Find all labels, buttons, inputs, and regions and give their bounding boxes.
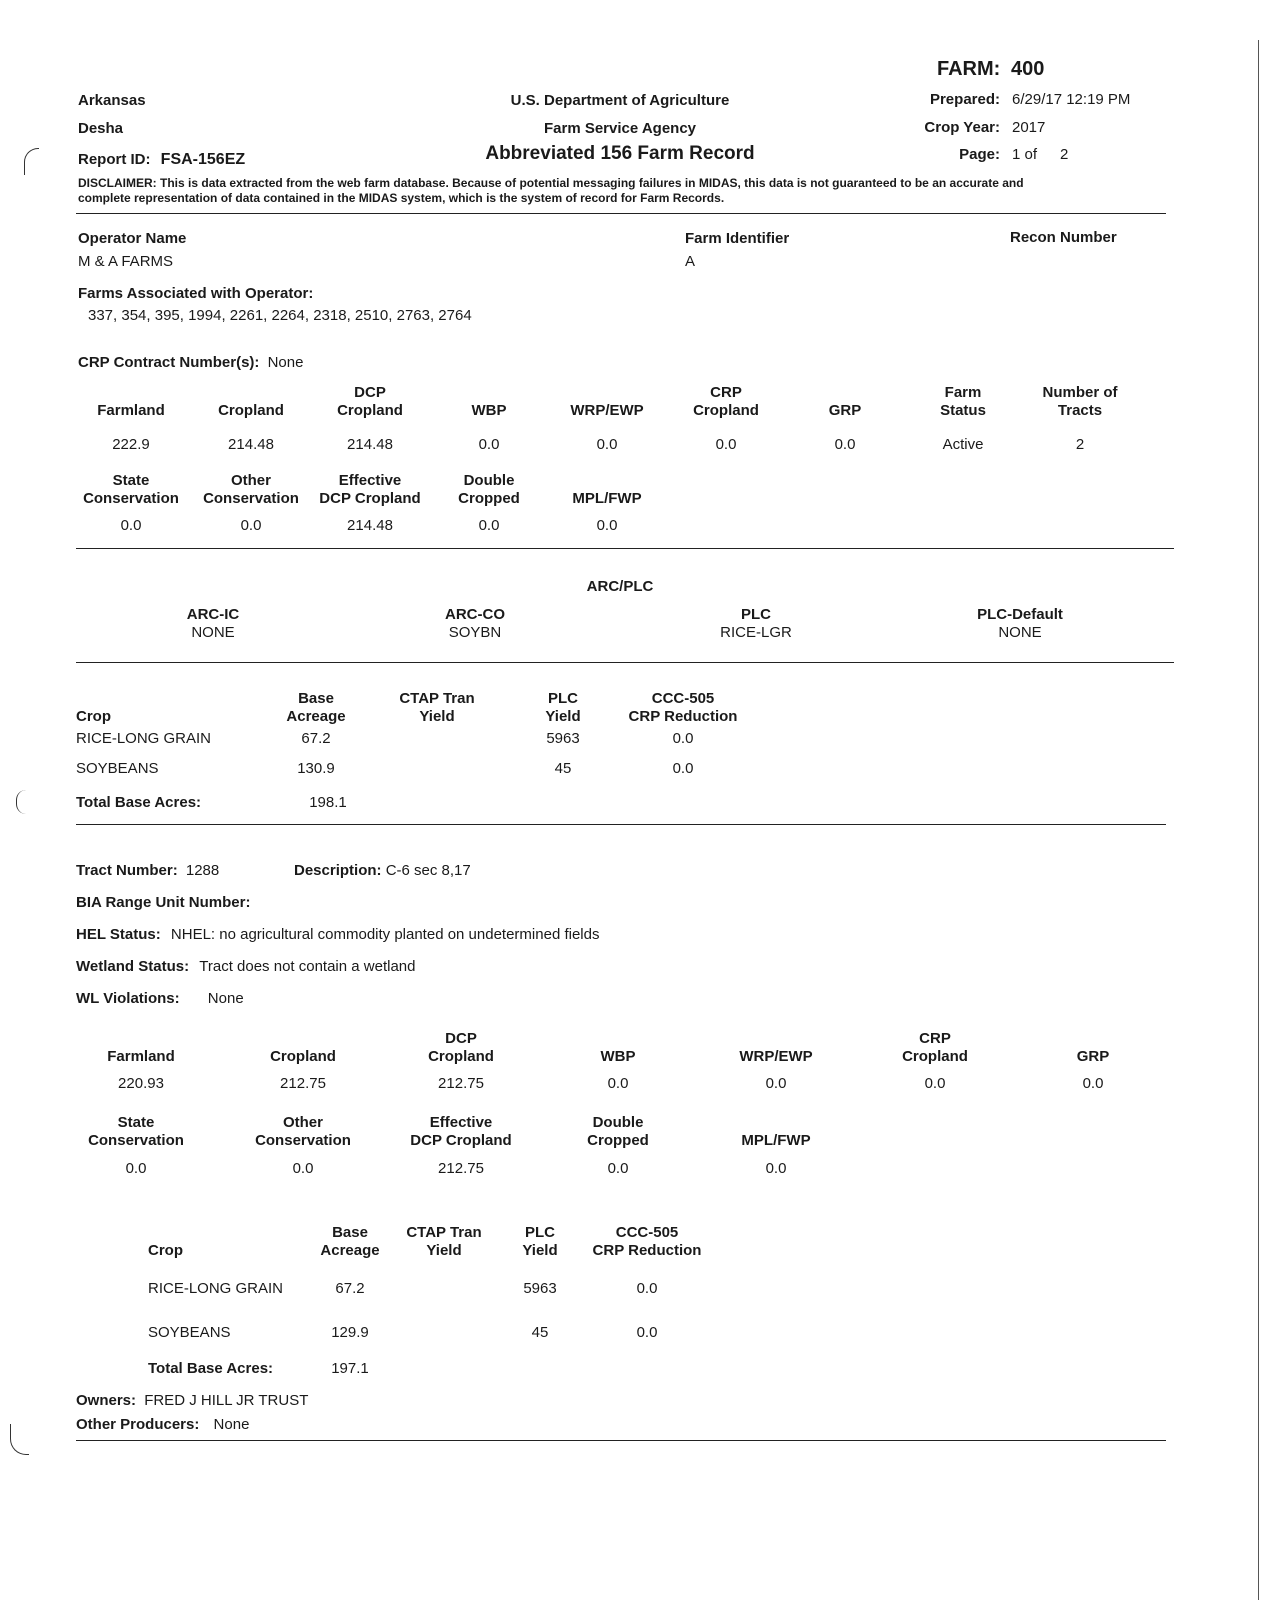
other-producers-value: None bbox=[213, 1416, 250, 1433]
other-producers-label: Other Producers: bbox=[76, 1416, 200, 1433]
farm-crop-row-plc-yield: 45 bbox=[554, 760, 572, 777]
scan-bracket-mark bbox=[24, 148, 39, 175]
tract-crop-header-ccc-505-crp-reduction: CCC-505 CRP Reduction bbox=[592, 1224, 702, 1259]
bia-range-label: BIA Range Unit Number: bbox=[76, 894, 251, 911]
farm-land-value-number-of-tracts: 2 bbox=[1075, 436, 1085, 453]
farm-land-header-crp-cropland: CRP Cropland bbox=[693, 384, 759, 419]
tract-land-value-mpl-fwp: 0.0 bbox=[765, 1160, 787, 1177]
farm-crop-header-plc-yield: PLC Yield bbox=[545, 690, 581, 725]
tract-land-value-effective-dcp-cropland: 212.75 bbox=[438, 1160, 484, 1177]
crp-contract-label: CRP Contract Number(s): bbox=[78, 354, 260, 371]
disclaimer-line-2: complete representation of data contained in the MIDAS system, which is the system of record for Farm Records. bbox=[78, 191, 725, 205]
farm-number: 400 bbox=[1011, 58, 1045, 80]
farm-crop-header-crop: Crop bbox=[76, 708, 111, 725]
department-name: U.S. Department of Agriculture bbox=[510, 92, 730, 109]
farm-land-value-effective-dcp-cropland: 214.48 bbox=[347, 517, 393, 534]
divider bbox=[76, 824, 1166, 825]
hel-status-label: HEL Status: bbox=[76, 926, 161, 943]
tract-description-value: C-6 sec 8,17 bbox=[385, 862, 471, 879]
arcplc-plc-default-value: NONE bbox=[998, 624, 1042, 641]
page-total: 2 bbox=[1060, 146, 1069, 163]
tract-total-base-acres-label: Total Base Acres: bbox=[148, 1360, 274, 1377]
tract-land-header-crp-cropland: CRP Cropland bbox=[902, 1030, 968, 1065]
tract-land-value-cropland: 212.75 bbox=[280, 1075, 326, 1092]
tract-land-value-wrp-ewp: 0.0 bbox=[765, 1075, 787, 1092]
scan-bracket-mark bbox=[16, 790, 27, 814]
agency-name: Farm Service Agency bbox=[543, 120, 697, 137]
owners bbox=[76, 1392, 308, 1409]
tract-crop-row-crop: RICE-LONG GRAIN bbox=[148, 1280, 284, 1297]
tract-description bbox=[294, 862, 471, 879]
farm-land-header-state-conservation: State Conservation bbox=[83, 472, 179, 507]
farm-crop-row-ccc-505: 0.0 bbox=[672, 730, 694, 747]
crop-year-label: Crop Year: bbox=[924, 119, 1000, 136]
state-name: Arkansas bbox=[78, 92, 146, 109]
right-edge-line bbox=[1258, 40, 1259, 1600]
tract-land-header-effective-dcp-cropland: Effective DCP Cropland bbox=[410, 1114, 512, 1149]
page-value: 1 of bbox=[1012, 146, 1038, 163]
farm-land-header-dcp-cropland: DCP Cropland bbox=[337, 384, 403, 419]
tract-crop-row-crop: SOYBEANS bbox=[148, 1324, 231, 1341]
farm-land-header-cropland: Cropland bbox=[218, 402, 284, 419]
divider bbox=[76, 213, 1166, 214]
wetland-status-label: Wetland Status: bbox=[76, 958, 190, 975]
tract-land-header-other-conservation: Other Conservation bbox=[255, 1114, 351, 1149]
tract-land-value-state-conservation: 0.0 bbox=[125, 1160, 147, 1177]
farm-crop-header-base-acreage: Base Acreage bbox=[286, 690, 346, 725]
tract-land-header-dcp-cropland: DCP Cropland bbox=[428, 1030, 494, 1065]
tract-crop-row-base-acreage: 67.2 bbox=[335, 1280, 365, 1297]
arcplc-arc-co-label: ARC-CO bbox=[445, 606, 505, 623]
farm-land-value-dcp-cropland: 214.48 bbox=[347, 436, 393, 453]
arcplc-arc-ic-value: NONE bbox=[191, 624, 235, 641]
tract-crop-header-ctap-tran-yield: CTAP Tran Yield bbox=[406, 1224, 482, 1259]
farm-crop-header-ctap-tran-yield: CTAP Tran Yield bbox=[399, 690, 475, 725]
arcplc-plc-default-label: PLC-Default bbox=[977, 606, 1063, 623]
farm-land-value-farm-status: Active bbox=[942, 436, 984, 453]
farm-land-header-farmland: Farmland bbox=[97, 402, 165, 419]
farm-land-value-grp: 0.0 bbox=[834, 436, 856, 453]
tract-number-label: Tract Number: bbox=[76, 862, 178, 879]
page-label: Page: bbox=[959, 146, 1000, 163]
farm-identifier: A bbox=[685, 253, 696, 270]
tract-land-header-state-conservation: State Conservation bbox=[88, 1114, 184, 1149]
tract-crop-header-crop: Crop bbox=[148, 1242, 183, 1259]
operator-name-label: Operator Name bbox=[78, 230, 187, 247]
tract-land-value-other-conservation: 0.0 bbox=[292, 1160, 314, 1177]
tract-total-base-acres: 197.1 bbox=[331, 1360, 369, 1377]
prepared-value: 6/29/17 12:19 PM bbox=[1012, 91, 1131, 108]
farm-identifier-label: Farm Identifier bbox=[685, 230, 790, 247]
tract-number bbox=[76, 862, 219, 879]
recon-number-label: Recon Number bbox=[1010, 229, 1117, 246]
tract-land-value-wbp: 0.0 bbox=[607, 1075, 629, 1092]
owners-label: Owners: bbox=[76, 1392, 137, 1409]
farm-total-base-acres-label: Total Base Acres: bbox=[76, 794, 202, 811]
tract-crop-row-base-acreage: 129.9 bbox=[331, 1324, 369, 1341]
divider bbox=[76, 548, 1174, 549]
farm-land-header-wrp-ewp: WRP/EWP bbox=[570, 402, 644, 419]
hel-status bbox=[76, 926, 599, 943]
farm-crop-row-crop: RICE-LONG GRAIN bbox=[76, 730, 212, 747]
farm-land-header-number-of-tracts: Number of Tracts bbox=[1042, 384, 1118, 419]
tract-land-header-wrp-ewp: WRP/EWP bbox=[739, 1048, 813, 1065]
farm-land-header-effective-dcp-cropland: Effective DCP Cropland bbox=[319, 472, 421, 507]
report-id bbox=[78, 151, 245, 169]
tract-land-value-grp: 0.0 bbox=[1082, 1075, 1104, 1092]
tract-land-header-farmland: Farmland bbox=[107, 1048, 175, 1065]
tract-crop-row-plc-yield: 5963 bbox=[523, 1280, 557, 1297]
farm-land-header-mpl-fwp: MPL/FWP bbox=[572, 490, 642, 507]
report-id-label: Report ID: bbox=[78, 151, 151, 168]
arcplc-plc-label: PLC bbox=[741, 606, 771, 623]
county-name: Desha bbox=[78, 120, 124, 137]
farm-land-value-other-conservation: 0.0 bbox=[240, 517, 262, 534]
farms-associated-label: Farms Associated with Operator: bbox=[78, 285, 314, 302]
farm-land-value-wbp: 0.0 bbox=[478, 436, 500, 453]
report-id-value: FSA-156EZ bbox=[160, 151, 246, 168]
farms-associated: 337, 354, 395, 1994, 2261, 2264, 2318, 2510, 2763, 2764 bbox=[88, 307, 472, 324]
farm-land-value-state-conservation: 0.0 bbox=[120, 517, 142, 534]
disclaimer-label: DISCLAIMER: bbox=[78, 176, 157, 190]
farm-land-header-grp: GRP bbox=[828, 402, 862, 419]
farm-land-header-other-conservation: Other Conservation bbox=[203, 472, 299, 507]
farm-crop-row-ccc-505: 0.0 bbox=[672, 760, 694, 777]
crop-year-value: 2017 bbox=[1012, 119, 1046, 136]
farm-land-value-crp-cropland: 0.0 bbox=[715, 436, 737, 453]
arcplc-arc-co-value: SOYBN bbox=[448, 624, 502, 641]
farm-crop-row-plc-yield: 5963 bbox=[546, 730, 580, 747]
farm-crop-header-ccc-505-crp-reduction: CCC-505 CRP Reduction bbox=[628, 690, 738, 725]
tract-land-header-wbp: WBP bbox=[600, 1048, 636, 1065]
tract-land-value-double-cropped: 0.0 bbox=[607, 1160, 629, 1177]
wetland-status-value: Tract does not contain a wetland bbox=[199, 958, 416, 975]
tract-land-value-crp-cropland: 0.0 bbox=[924, 1075, 946, 1092]
crp-contract bbox=[78, 354, 303, 371]
divider bbox=[76, 662, 1174, 663]
tract-crop-header-plc-yield: PLC Yield bbox=[522, 1224, 558, 1259]
farm-land-value-cropland: 214.48 bbox=[228, 436, 274, 453]
farm-land-value-farmland: 222.9 bbox=[112, 436, 150, 453]
owners-value: FRED J HILL JR TRUST bbox=[144, 1392, 309, 1409]
tract-land-value-dcp-cropland: 212.75 bbox=[438, 1075, 484, 1092]
page-title: Abbreviated 156 Farm Record bbox=[485, 143, 755, 164]
prepared-label: Prepared: bbox=[929, 91, 1000, 108]
wl-violations bbox=[76, 990, 244, 1007]
arcplc-plc-value: RICE-LGR bbox=[720, 624, 792, 641]
farm-number-label: FARM: bbox=[937, 58, 1001, 80]
farm-crop-row-base-acreage: 67.2 bbox=[301, 730, 331, 747]
farm-land-header-farm-status: Farm Status bbox=[940, 384, 986, 419]
tract-crop-header-base-acreage: Base Acreage bbox=[320, 1224, 380, 1259]
tract-land-header-mpl-fwp: MPL/FWP bbox=[741, 1132, 811, 1149]
wl-violations-label: WL Violations: bbox=[76, 990, 180, 1007]
farm-crop-row-base-acreage: 130.9 bbox=[297, 760, 335, 777]
scan-bracket-mark bbox=[10, 1424, 29, 1455]
tract-land-header-double-cropped: Double Cropped bbox=[587, 1114, 649, 1149]
other-producers bbox=[76, 1416, 249, 1433]
tract-land-header-grp: GRP bbox=[1076, 1048, 1110, 1065]
hel-status-value: NHEL: no agricultural commodity planted on undetermined fields bbox=[170, 926, 600, 943]
tract-number-value: 1288 bbox=[185, 862, 220, 879]
arcplc-arc-ic-label: ARC-IC bbox=[186, 606, 240, 623]
operator-name: M & A FARMS bbox=[78, 253, 174, 270]
farm-land-value-mpl-fwp: 0.0 bbox=[596, 517, 618, 534]
farm-land-header-double-cropped: Double Cropped bbox=[458, 472, 520, 507]
tract-crop-row-ccc-505: 0.0 bbox=[636, 1280, 658, 1297]
disclaimer bbox=[78, 176, 1024, 206]
tract-description-label: Description: bbox=[294, 862, 382, 879]
crp-contract-value: None bbox=[267, 354, 304, 371]
farm-total-base-acres: 198.1 bbox=[309, 794, 347, 811]
tract-crop-row-ccc-505: 0.0 bbox=[636, 1324, 658, 1341]
wetland-status bbox=[76, 958, 416, 975]
farm-crop-row-crop: SOYBEANS bbox=[76, 760, 159, 777]
arcplc-title: ARC/PLC bbox=[586, 578, 654, 595]
wl-violations-value: None bbox=[207, 990, 244, 1007]
tract-crop-row-plc-yield: 45 bbox=[531, 1324, 549, 1341]
tract-land-header-cropland: Cropland bbox=[270, 1048, 336, 1065]
farm-land-value-wrp-ewp: 0.0 bbox=[596, 436, 618, 453]
farm-land-header-wbp: WBP bbox=[471, 402, 507, 419]
farm-land-value-double-cropped: 0.0 bbox=[478, 517, 500, 534]
divider bbox=[76, 1440, 1166, 1441]
tract-land-value-farmland: 220.93 bbox=[118, 1075, 164, 1092]
disclaimer-line-1: DISCLAIMER: This is data extracted from the web farm database. Because of potential messaging failures in MIDAS, this data is not guaranteed to be an accurate and bbox=[78, 176, 1024, 190]
